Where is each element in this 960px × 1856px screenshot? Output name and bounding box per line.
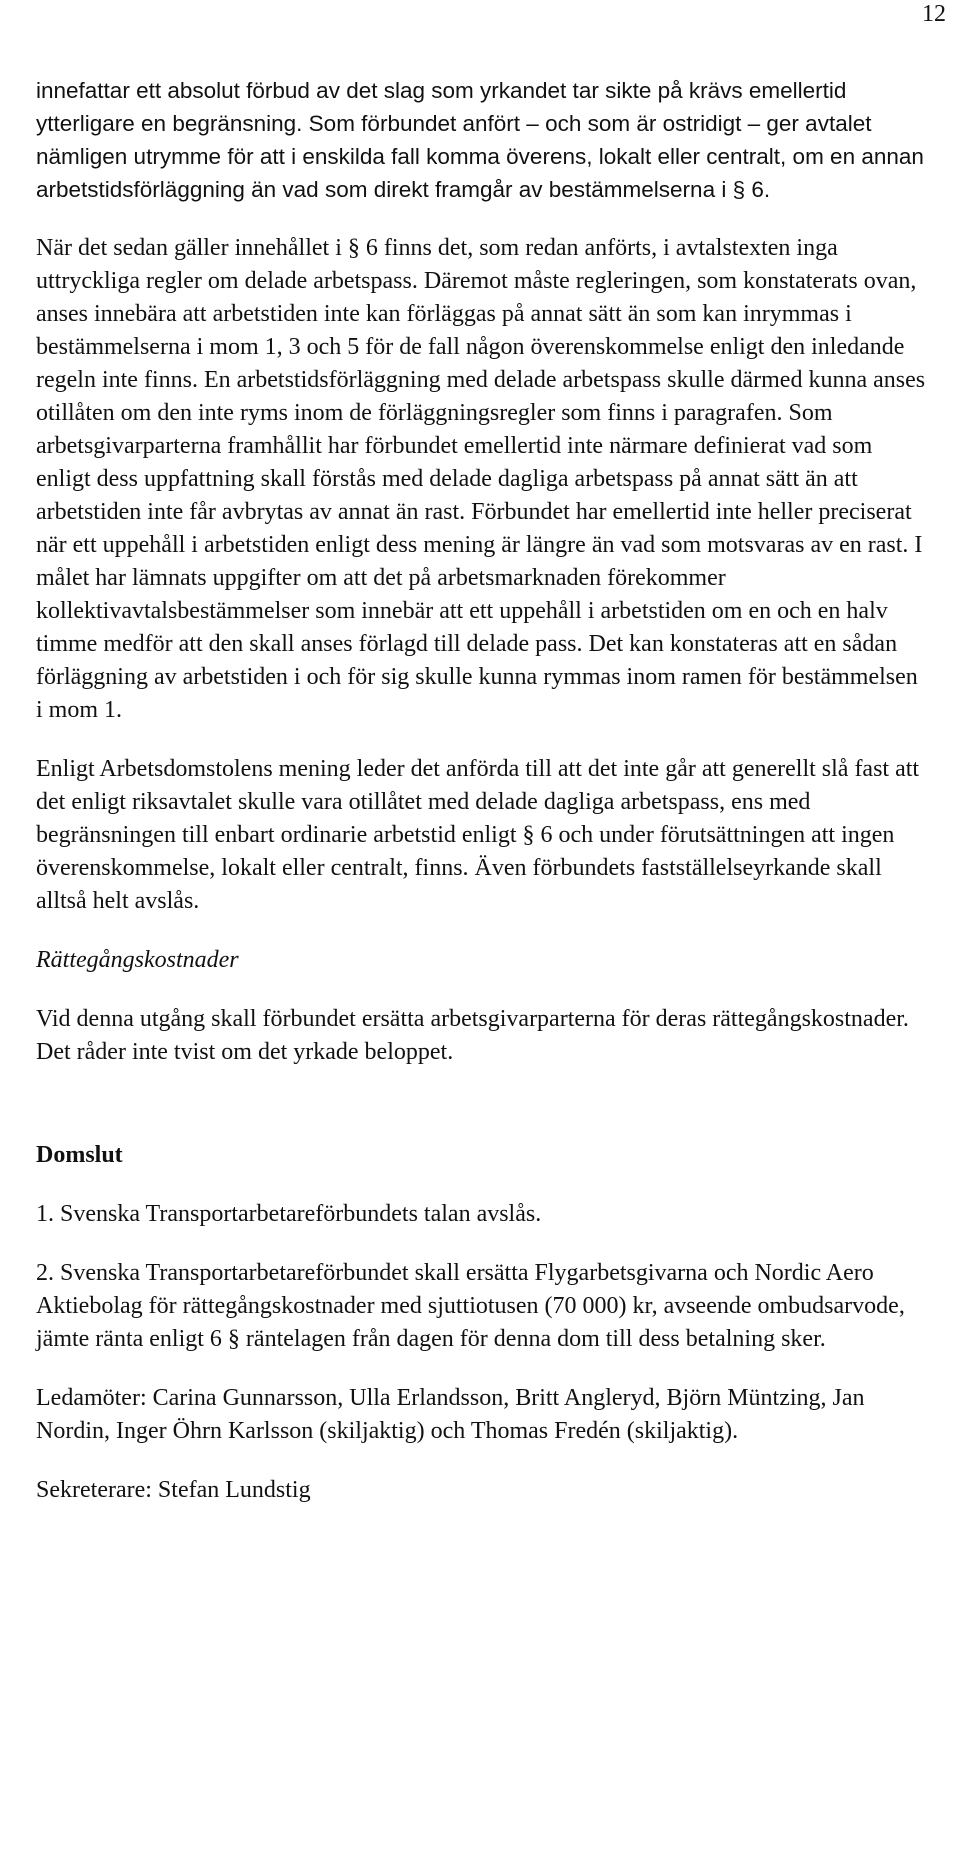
- heading-verdict: Domslut: [36, 1142, 123, 1168]
- paragraph-2: När det sedan gäller innehållet i § 6 finns det, som redan anförts, i avtalstexten inga uttryckliga regler om delade arbetspass. Däremot måste regleringen, som konstaterats ovan, anses innebära att arbetstiden inte kan förläggas på annat sätt än som kan inrymmas i bestämmelserna i mom 1, 3 och 5 för de fall någon överenskommelse enligt den inledande regeln inte finns. En arbetstidsförläggning med delade arbetspass skulle därmed kunna anses otillåten om den inte ryms inom de förläggningsregler som finns i paragrafen. Som arbetsgivarparterna framhållit har förbundet emellertid inte närmare definierat vad som enligt dess uppfattning skall förstås med delade dagliga arbetspass på annat sätt än att arbetstiden inte får avbrytas av annat än rast. Förbundet har emellertid inte heller preciserat när ett uppehåll i arbetstiden enligt dess mening är längre än vad som motsvaras av en rast. I målet har lämnats uppgifter om att det på arbetsmarknaden förekommer kollektivavtalsbestämmelser som innebär att ett uppehåll i arbetstiden om en och en halv timme medför att den skall anses förlagd till delade pass. Det kan konstateras att en sådan förläggning av arbetstiden i och för sig skulle kunna rymmas inom ramen för bestämmelsen i mom 1.: [36, 235, 926, 723]
- verdict-item-2: 2. Svenska Transportarbetareförbundet skall ersätta Flygarbetsgivarna och Nordic Aero Aktiebolag för rättegångskostnader med sjuttiotusen (70 000) kr, avseende ombudsarvode, jämte ränta enligt 6 § räntelagen från dagen för denna dom till dess betalning sker.: [36, 1260, 905, 1352]
- paragraph-costs: Vid denna utgång skall förbundet ersätta arbetsgivarparterna för deras rättegångskostnader. Det råder inte tvist om det yrkade beloppet.: [36, 1006, 909, 1065]
- verdict-item-1: 1. Svenska Transportarbetareförbundets talan avslås.: [36, 1201, 542, 1227]
- document-body: [36, 74, 926, 1507]
- paragraph-1: innefattar ett absolut förbud av det slag som yrkandet tar sikte på krävs emellertid ytterligare en begränsning. Som förbundet anfört – och som är ostridigt – ger avtalet nämligen utrymme för att i enskilda fall komma överens, lokalt eller centralt, om en annan arbetstidsförläggning än vad som direkt framgår av bestämmelserna i § 6.: [36, 78, 924, 202]
- members-list: Ledamöter: Carina Gunnarsson, Ulla Erlandsson, Britt Angleryd, Björn Müntzing, Jan Nordin, Inger Öhrn Karlsson (skiljaktig) och Thomas Fredén (skiljaktig).: [36, 1385, 865, 1444]
- paragraph-3: Enligt Arbetsdomstolens mening leder det anförda till att det inte går att generellt slå fast att det enligt riksavtalet skulle vara otillåtet med delade dagliga arbetspass, ens med begränsningen till enbart ordinarie arbetstid enligt § 6 och under förutsättningen att ingen överenskommelse, lokalt eller centralt, finns. Även förbundets fastställelseyrkande skall alltså helt avslås.: [36, 756, 920, 914]
- secretary-line: Sekreterare: Stefan Lundstig: [36, 1477, 311, 1503]
- heading-costs: Rättegångskostnader: [36, 947, 239, 973]
- page-number: 12: [922, 1, 946, 27]
